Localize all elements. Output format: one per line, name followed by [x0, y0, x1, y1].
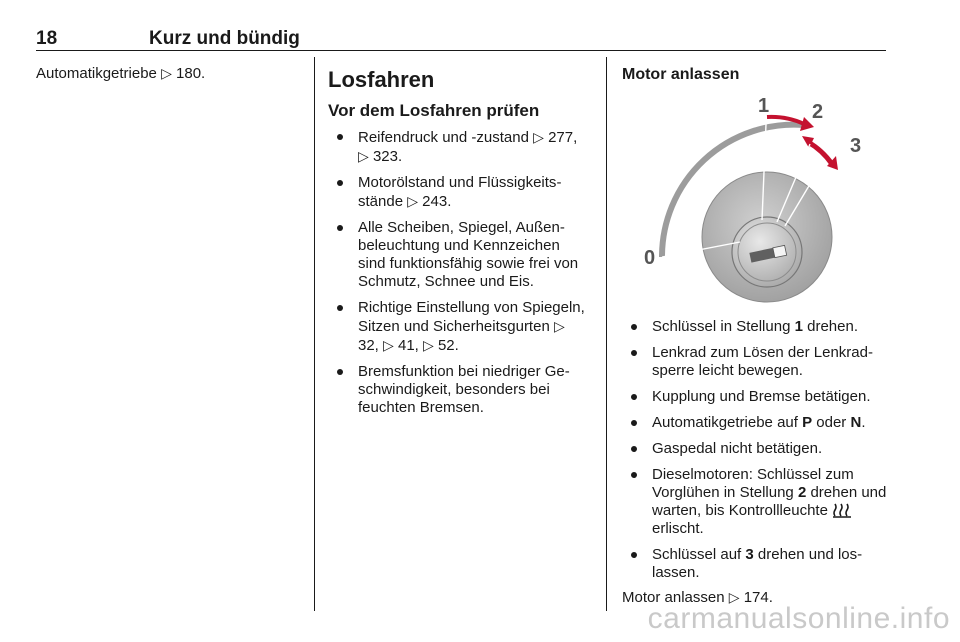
checklist [328, 128, 586, 417]
list-item: Bremsfunktion bei niedriger Geschwindigkeit, besonders bei feuchten Bremsen. [328, 363, 586, 417]
glow-plug-icon [832, 502, 852, 518]
list-item: Lenkrad zum Lösen der Lenkradsperre leicht bewegen. [622, 344, 888, 380]
page-reference-link[interactable]: 174. [743, 589, 773, 606]
page-reference-link[interactable]: 32, [358, 337, 379, 354]
page-reference-link[interactable]: 323. [372, 148, 403, 165]
page-reference-link[interactable]: 277, [548, 129, 578, 146]
paragraph: Automatikgetriebe ▷ 180. [36, 65, 206, 82]
page-number: 18 [36, 28, 58, 49]
reference-arrow-icon: ▷ [161, 65, 172, 81]
column-divider [606, 57, 607, 611]
page-reference-link[interactable]: 180. [176, 65, 206, 82]
position-label-1: 1 [758, 95, 770, 117]
section-subtitle: Vor dem Losfahren prüfen [328, 101, 540, 120]
reference-arrow-icon: ▷ [358, 148, 369, 164]
column-divider [314, 57, 315, 611]
page-reference-link[interactable]: 52. [437, 337, 459, 354]
list-item: Gaspedal nicht betätigen. [622, 440, 888, 458]
reference-arrow-icon: ▷ [533, 129, 544, 145]
section-title: Motor anlassen [622, 66, 740, 83]
list-item: Alle Scheiben, Spiegel, Außenbeleuchtung und Kennzeichen sind funktionsfähig sowie frei von Schmutz, Schnee und Eis. [328, 219, 586, 291]
list-item: Kupplung und Bremse betätigen. [622, 388, 888, 406]
column-middle [328, 64, 586, 425]
list-item: Automatikgetriebe auf P oder N. [622, 414, 888, 432]
ignition-switch-diagram [622, 92, 888, 304]
reference-arrow-icon: ▷ [553, 318, 565, 334]
reference-arrow-icon: ▷ [423, 337, 434, 353]
position-label-2: 2 [812, 101, 824, 123]
list-item: Richtige Einstellung von Spiegeln, Sitzen und Sicherheitsgurten ▷ 32, ▷ 41, ▷ 52. [328, 299, 586, 355]
section-title: Losfahren [328, 67, 435, 92]
list-item: Schlüssel auf 3 drehen und loslassen. [622, 546, 888, 582]
ignition-switch-illustration [622, 92, 888, 304]
column-left [36, 64, 302, 83]
page-reference-link[interactable]: 41, [397, 337, 419, 354]
page-header [36, 26, 886, 51]
chapter-title: Kurz und bündig [149, 28, 300, 49]
reference-arrow-icon: ▷ [383, 337, 394, 353]
list-item: Schlüssel in Stellung 1 drehen. [622, 318, 888, 336]
list-item: Reifendruck und -zustand ▷ 277, ▷ 323. [328, 128, 586, 166]
position-label-0: 0 [644, 247, 656, 269]
column-right [622, 64, 888, 607]
list-item: Motorölstand und Flüssigkeitsstände ▷ 243. [328, 174, 586, 211]
list-item: Dieselmotoren: Schlüssel zum Vorglühen in Stellung 2 drehen und warten, bis Kontrollleuchte erlischt. [622, 466, 888, 538]
page-reference-link[interactable]: 243. [422, 193, 452, 210]
reference-arrow-icon: ▷ [728, 589, 740, 605]
reference-arrow-icon: ▷ [407, 193, 418, 209]
position-label-3: 3 [850, 135, 862, 157]
instruction-list [622, 318, 888, 582]
watermark: carmanualsonline.info [647, 602, 950, 635]
paragraph: Motor anlassen ▷ 174. [622, 589, 773, 606]
